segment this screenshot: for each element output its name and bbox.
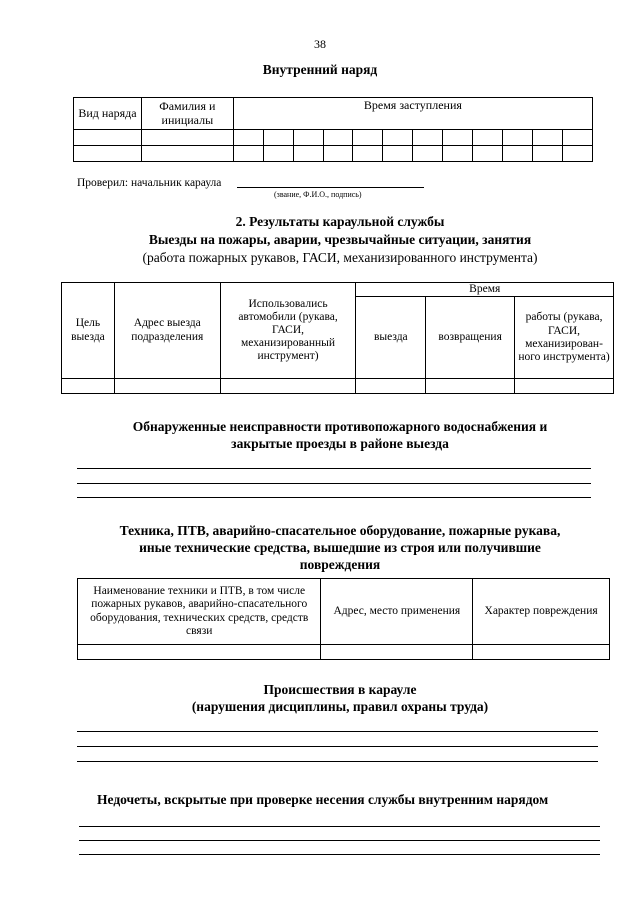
fill-line <box>77 761 598 762</box>
col-goal-header: Цель выезда <box>62 283 115 379</box>
signature-line <box>237 187 424 188</box>
incidents-title-line1: Происшествия в карауле <box>263 682 417 697</box>
equipment-title-line1: Техника, ПТВ, аварийно-спасательное оборудование, пожарные рукава, <box>119 523 561 538</box>
col-time-header: Время <box>356 283 614 297</box>
incidents-title-line2: (нарушения дисциплины, правил охраны труда) <box>191 699 489 714</box>
col-damage-header: Характер повреждения <box>473 579 610 645</box>
col-return-header: возвращения <box>426 297 515 379</box>
col-start-time-header: Время заступления <box>233 98 592 130</box>
equipment-title-line3: повреждения <box>299 557 381 572</box>
section2-subtitle: Выезды на пожары, аварии, чрезвычайные ситуации, занятия <box>148 232 532 247</box>
fill-line <box>79 854 600 855</box>
inner-order-table <box>73 97 593 162</box>
checked-by-label: Проверил: начальник караула <box>77 177 222 189</box>
fill-line <box>77 731 598 732</box>
col-used-header: Использовались автомобили (рукава, ГАСИ, механизированный инструмент) <box>220 283 356 379</box>
col-work-header: работы (рукава, ГАСИ, механизирован-ного инструмента) <box>515 297 614 379</box>
fill-line <box>77 468 591 469</box>
equipment-title-line2: иные технические средства, вышедшие из строя или получившие <box>139 540 541 555</box>
table-row <box>62 379 614 394</box>
col-address-header: Адрес выезда подразделения <box>114 283 220 379</box>
col-equipment-name-header: Наименование техники и ПТВ, в том числе пожарных рукавов, аварийно-спасательного оборудования, технических средств, средств связи <box>78 579 321 645</box>
fill-line <box>77 497 591 498</box>
fill-line <box>79 826 600 827</box>
faults-title-line1: Обнаруженные неисправности противопожарного водоснабжения и <box>132 419 548 434</box>
fill-line <box>77 483 591 484</box>
page-number: 38 <box>314 37 326 51</box>
departures-table <box>61 282 614 394</box>
table-row <box>74 130 593 146</box>
col-place-header: Адрес, место применения <box>321 579 473 645</box>
shortcomings-title: Недочеты, вскрытые при проверке несения службы внутренним нарядом <box>97 792 549 807</box>
col-order-type-header: Вид наряда <box>74 98 142 130</box>
section2-title: 2. Результаты караульной службы <box>235 214 445 229</box>
signature-caption: (звание, Ф.И.О., подпись) <box>274 190 362 199</box>
fill-line <box>77 746 598 747</box>
faults-title-line2: закрытые проезды в районе выезда <box>231 436 449 451</box>
section2-subtitle2: (работа пожарных рукавов, ГАСИ, механизированного инструмента) <box>142 250 538 265</box>
col-name-header: Фамилия и инициалы <box>141 98 233 130</box>
equipment-table <box>77 578 610 660</box>
table-row <box>74 146 593 162</box>
inner-order-title: Внутренний наряд <box>262 62 378 77</box>
table-row <box>78 645 610 660</box>
fill-line <box>79 840 600 841</box>
col-departure-header: выезда <box>356 297 426 379</box>
